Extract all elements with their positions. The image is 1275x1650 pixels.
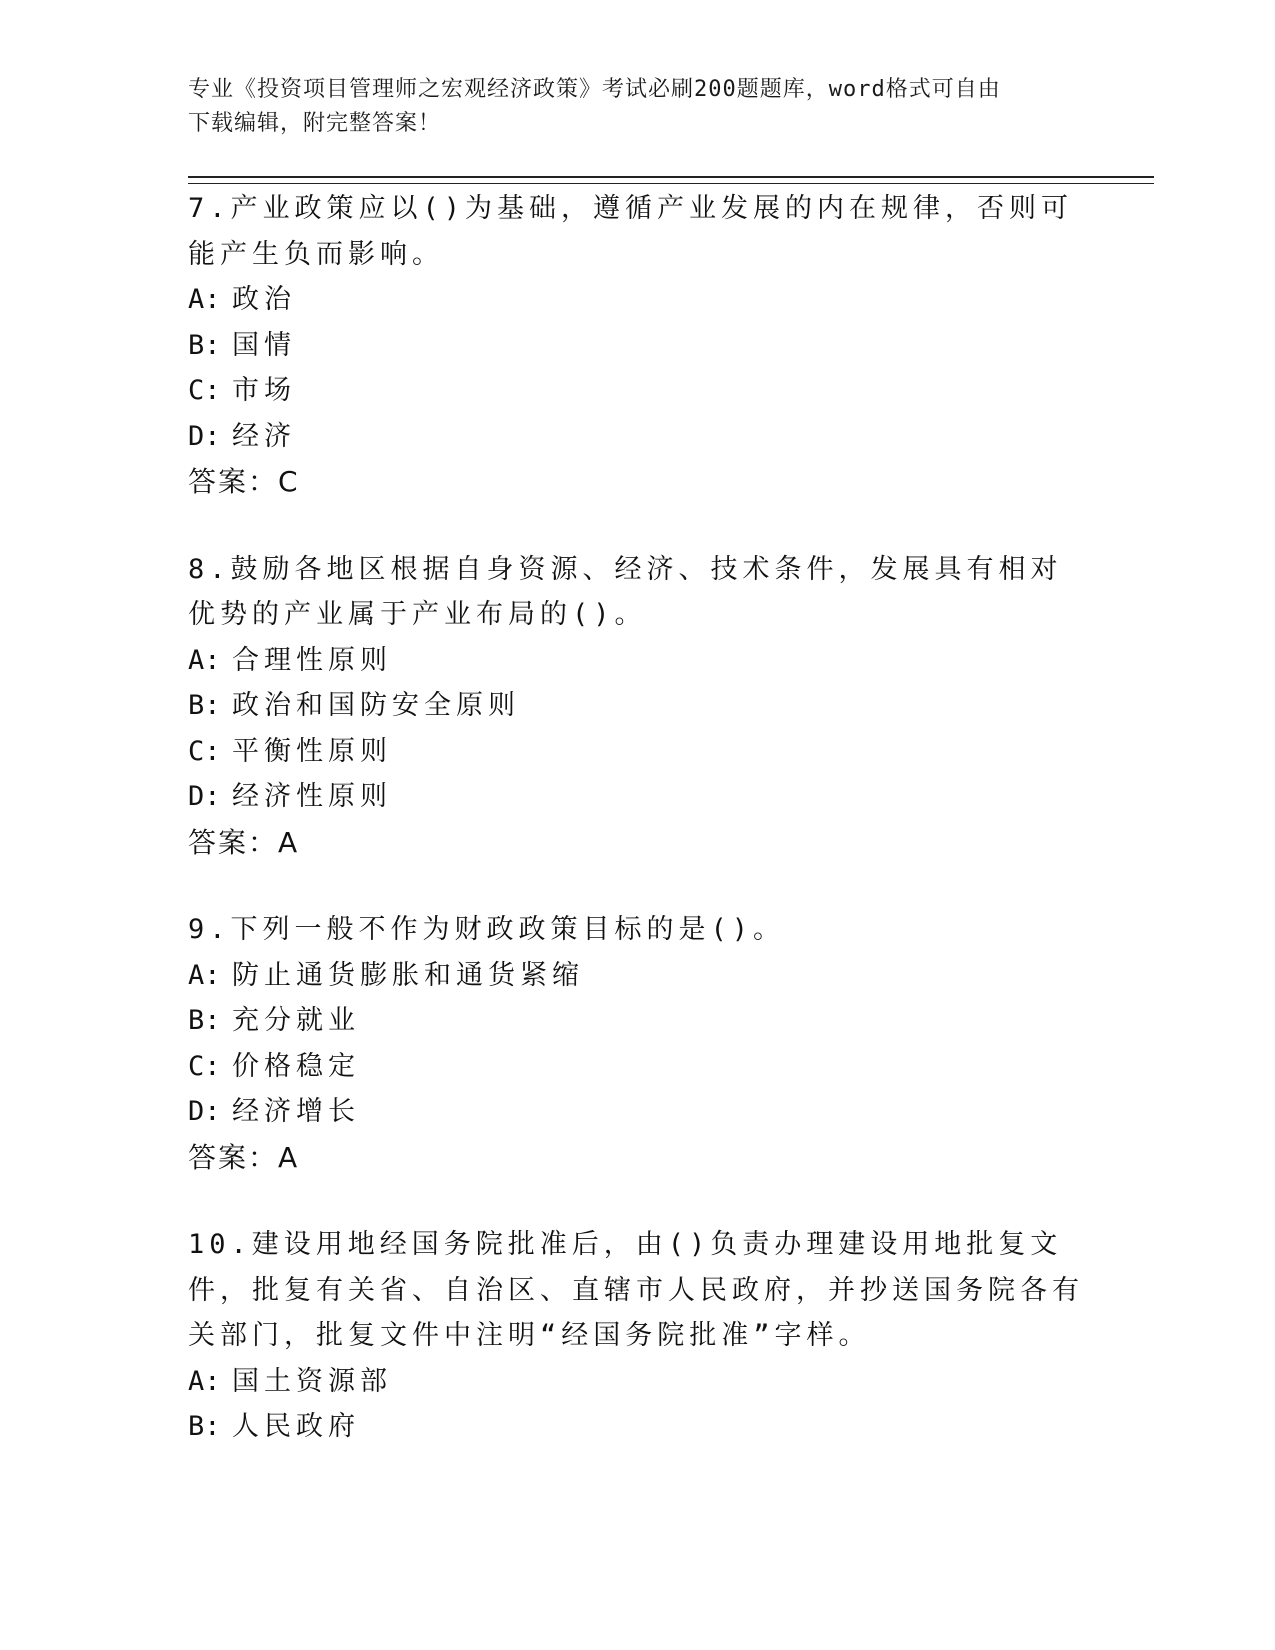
option-key: B: — [188, 1005, 221, 1036]
option-text: 充分就业 — [232, 1005, 360, 1036]
option-key: C: — [188, 375, 221, 406]
option-key: A: — [188, 1365, 221, 1397]
question-stem: 10.建设用地经国务院批准后，由()负责办理建设用地批复文件，批复有关省、自治区、直辖市人民政府，并抄送国务院各有关部门，批复文件中注明“经国务院批准”字样。 — [188, 1229, 1084, 1351]
option-key: A: — [188, 644, 221, 676]
option-key: D: — [188, 1096, 221, 1127]
option-b — [188, 683, 1088, 729]
header-divider — [188, 176, 1154, 184]
option-text: 国情 — [232, 329, 296, 361]
question-10 — [188, 1222, 1088, 1450]
option-text: 经济性原则 — [232, 781, 392, 812]
option-b — [188, 998, 1088, 1044]
answer-line: 答案：C — [188, 465, 300, 498]
option-text: 平衡性原则 — [232, 735, 392, 767]
answer-line: 答案：A — [188, 825, 300, 859]
option-a — [188, 277, 1088, 323]
option-a — [188, 638, 1088, 684]
option-key: C: — [188, 735, 221, 767]
option-text: 价格稳定 — [232, 1050, 360, 1082]
option-text: 经济 — [232, 420, 296, 452]
option-text: 政治和国防安全原则 — [232, 690, 520, 721]
header-line-2: 下载编辑，附完整答案！ — [188, 111, 442, 136]
option-key: D: — [188, 781, 221, 812]
option-key: A: — [188, 284, 221, 315]
question-stem: 9.下列一般不作为财政政策目标的是()。 — [188, 914, 786, 945]
option-b — [188, 1404, 1088, 1450]
option-c — [188, 729, 1088, 775]
option-d — [188, 414, 1088, 460]
option-key: B: — [188, 1411, 221, 1442]
option-key: B: — [188, 329, 221, 361]
option-d — [188, 774, 1088, 820]
option-key: A: — [188, 959, 221, 991]
question-stem: 7.产业政策应以()为基础，遵循产业发展的内在规律，否则可能产生负而影响。 — [188, 193, 1074, 270]
question-7 — [188, 186, 1088, 505]
option-text: 市场 — [232, 375, 296, 406]
option-d — [188, 1089, 1088, 1135]
question-9 — [188, 907, 1088, 1180]
option-key: C: — [188, 1050, 221, 1082]
option-text: 人民政府 — [232, 1411, 360, 1442]
option-c — [188, 1044, 1088, 1090]
option-text: 政治 — [232, 284, 296, 315]
question-stem: 8.鼓励各地区根据自身资源、经济、技术条件，发展具有相对优势的产业属于产业布局的()。 — [188, 553, 1063, 630]
option-text: 防止通货膨胀和通货紧缩 — [232, 959, 584, 991]
option-a — [188, 1359, 1088, 1405]
option-text: 国土资源部 — [232, 1365, 392, 1397]
question-8 — [188, 547, 1088, 866]
option-a — [188, 953, 1088, 999]
answer-line: 答案：A — [188, 1140, 300, 1174]
option-text: 合理性原则 — [232, 644, 392, 676]
question-list — [188, 186, 1088, 1492]
option-text: 经济增长 — [232, 1096, 360, 1127]
option-key: D: — [188, 420, 221, 452]
option-c — [188, 368, 1088, 414]
option-b — [188, 323, 1088, 369]
option-key: B: — [188, 690, 221, 721]
header-line-1: 专业《投资项目管理师之宏观经济政策》考试必刷200题题库，word格式可自由 — [188, 77, 1001, 102]
document-header — [188, 73, 1088, 141]
